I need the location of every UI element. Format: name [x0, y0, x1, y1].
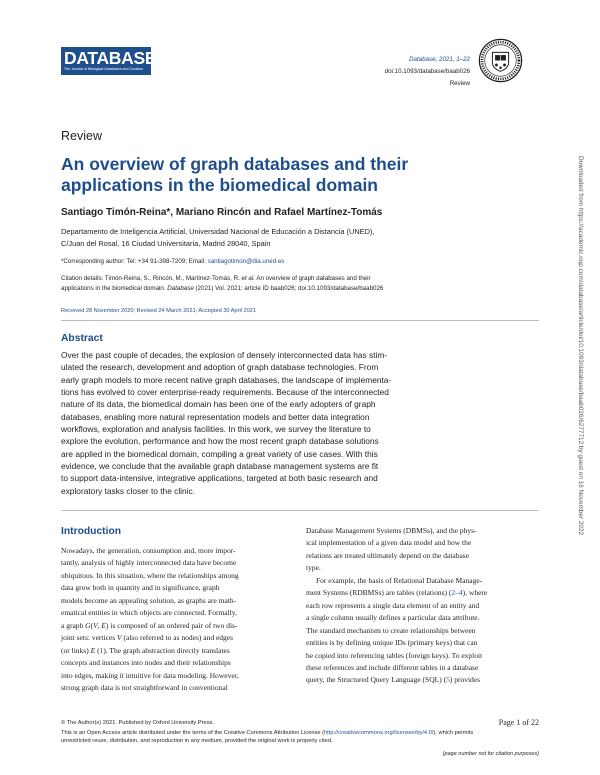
citation-etal: et al.: [241, 275, 255, 282]
col2-line: [306, 587, 539, 599]
col1-line: [61, 620, 294, 632]
author-list: Santiago Timón-Reina*, Mariano Rincón and Rafael Martínez-Tomás: [61, 207, 383, 218]
license-line-1: [61, 729, 473, 737]
not-for-citation: (page number not for citation purposes): [442, 751, 539, 757]
logo-subtitle: The Journal of Biological Databases and Curation: [64, 67, 144, 71]
col1-line: tantly, analysis of highly interconnected data have become: [61, 558, 237, 568]
abstract-line: tions has evolved to cover enterprise-ready requirements. Because of the interconnected: [61, 387, 389, 398]
journal-logo: [61, 47, 157, 75]
reference-link[interactable]: 5: [446, 675, 450, 685]
math-symbol: E: [101, 620, 107, 630]
citation-details: [61, 274, 511, 294]
reference-link[interactable]: 1: [99, 645, 104, 655]
paper-title: [61, 154, 481, 196]
col1-line: models become an appealing solution, as graphs are math-: [61, 595, 237, 605]
affiliation-line-1: Departamento de Inteligencia Artificial, Universidad Nacional de Educación a Distancia (UNED),: [61, 227, 375, 236]
citation-journal: Database: [167, 285, 194, 292]
abstract-line: evidence, we conclude that the available graph database management systems are fit: [61, 461, 379, 472]
col2-line: Database Management Systems (DBMSs), and the phys-: [306, 526, 477, 535]
affiliation-line-2: C/Juan del Rosal, 16 Ciudad Universitaria, Madrid 28040, Spain: [61, 238, 271, 248]
text-span: (: [95, 645, 100, 655]
header-doi: doi:10.1093/database/baab026: [384, 68, 470, 75]
header-article-type: Review: [449, 80, 470, 87]
text-span: This is an Open Access article distributed under the terms of the Creative Commons Attribution License (: [61, 730, 325, 736]
abstract-line: early graph models to more recent native graph databases, the landscape of implementa-: [61, 374, 392, 385]
col1-line: ematical entities in which objects are connected. Formally,: [61, 608, 237, 618]
col2-line: be copied into referencing tables (foreign keys). To exploit: [306, 650, 483, 660]
col1-line: concepts and instances into nodes and their relationships: [61, 658, 231, 668]
math-symbol: V: [117, 633, 122, 643]
introduction-heading: Introduction: [61, 526, 122, 537]
text-span: ), which permits: [433, 730, 474, 736]
col2-line: ical implementation of a given data model and how the: [306, 538, 472, 548]
abstract-body: [61, 349, 539, 497]
abstract-line: workflows, exploration and analysis facilities. In this work, we survey the literature to: [61, 424, 371, 435]
col1-line: Nowadays, the generation, consumption and, more impor-: [61, 546, 236, 555]
abstract-line: databases, enabling more natural representation models and better data integration: [61, 411, 370, 422]
math-symbol: V: [93, 620, 98, 630]
math-symbol: E: [90, 645, 96, 655]
text-span: ) is composed of an ordered pair of two dis-: [106, 620, 238, 630]
corresponding-email-link[interactable]: santiagotimon@dia.uned.es: [207, 258, 285, 265]
oup-seal-icon: [478, 38, 523, 83]
corresponding-author: [61, 257, 511, 267]
text-span: ,: [97, 620, 102, 630]
title-line-1: An overview of graph databases and their: [61, 154, 409, 174]
logo-text: DATABASE: [64, 48, 157, 68]
abstract-line: ulated the research, development and adoption of graph database technologies. From: [61, 362, 379, 373]
abstract-line: nature of its data, the biomedical domain has been one of the early adopters of graph: [61, 399, 376, 410]
abstract-line: Over the past couple of decades, the explosion of densely interconnected data has stim-: [61, 350, 388, 360]
page-number: Page 1 of 22: [498, 718, 539, 727]
col2-line: type.: [306, 563, 321, 573]
col1-line: ubiquitous. In this situation, where the relationships among: [61, 570, 239, 580]
text-span: (or links): [61, 645, 91, 655]
text-span: joint sets: vertices: [61, 633, 118, 643]
text-span: a graph: [61, 620, 86, 630]
text-span: (also referred to as nodes) and edges: [121, 633, 234, 643]
text-span: query, the Structured Query Language (SQL) (: [306, 675, 447, 685]
abstract-line: explore the evolution, performance and how the most recent graph database solutions: [61, 436, 379, 447]
copyright-notice: © The Author(s) 2021. Published by Oxford University Press.: [61, 720, 214, 726]
abstract-line: exploratory tasks closer to the clinic.: [61, 485, 196, 496]
citation-text-2b: (2021) Vol. 2021: article ID baab026; doi:10.1093/database/baab026: [193, 285, 384, 292]
col2-line: a single column usually defines a particular data attribute.: [306, 613, 480, 623]
citation-text-1b: An overview of graph databases and their: [254, 275, 371, 282]
divider-abstract: [61, 510, 539, 511]
col2-line: relations are treated ultimately depend on the database: [306, 550, 470, 560]
col2-line: For example, the basis of Relational Database Manage-: [316, 575, 483, 585]
text-span: (: [90, 620, 94, 630]
divider-top: [61, 320, 539, 321]
download-watermark: Downloaded from https://academic.oup.com/database/article/doi/10.1093/database/baab026/6277712 by guest on 16 November 2022: [577, 156, 584, 536]
history-dates: Received 28 November 2020; Revised 24 March 2021; Accepted 30 April 2021: [61, 308, 256, 314]
license-link[interactable]: http://creativecommons.org/licenses/by/4.0/: [324, 730, 434, 736]
text-span: ), where: [462, 588, 488, 598]
citation-text-1a: Citation details: Timón-Reina, S., Rincón, M., Martínez-Tomás, R.: [61, 275, 242, 282]
col1-line: [61, 632, 294, 644]
reference-link[interactable]: 2–4: [451, 588, 463, 598]
col2-line: these references and include different tables in a database: [306, 662, 479, 672]
col2-line: each row represents a single data element of an entity and: [306, 600, 480, 610]
intro-column-2: [306, 525, 539, 687]
abstract-line: to support data-intensive, integrative applications, targeted at both basic research and: [61, 473, 378, 484]
corresponding-text: *Corresponding author: Tel: +34 91-398-7209; Email:: [61, 258, 208, 265]
abstract-line: are applied in the biomedical domain, compiling a great variety of use cases. With this: [61, 448, 378, 459]
title-line-2: applications in the biomedical domain: [61, 175, 378, 195]
col2-line: [306, 674, 539, 686]
col2-line: entities is by defining unique IDs (primary keys) that can: [306, 638, 478, 648]
journal-citation-line: Database, 2021, 1–22: [409, 56, 470, 63]
citation-text-2a: applications in the biomedical domain.: [61, 285, 168, 292]
col1-line: [61, 645, 294, 657]
license-line-2: unrestricted reuse, distribution, and reproduction in any medium, provided the original work is properly cited.: [61, 738, 333, 744]
section-label: Review: [61, 129, 102, 143]
col1-line: into edges, making it intuitive for data modeling. However,: [61, 670, 239, 680]
text-span: ). The graph abstraction directly translates: [103, 645, 230, 655]
intro-column-1: [61, 545, 294, 694]
math-symbol: G: [85, 620, 91, 630]
text-span: ) provides: [449, 675, 481, 685]
affiliation: [61, 226, 501, 249]
col1-line: data grow both in quantity and in significance, graph: [61, 583, 220, 593]
text-span: ment Systems (RDBMSs) are tables (relations) (: [306, 588, 452, 598]
abstract-heading: Abstract: [61, 333, 103, 344]
col1-line: strong graph data is not straightforward in conventional: [61, 682, 228, 692]
col2-line: The standard mechanism to create relationships between: [306, 625, 476, 635]
